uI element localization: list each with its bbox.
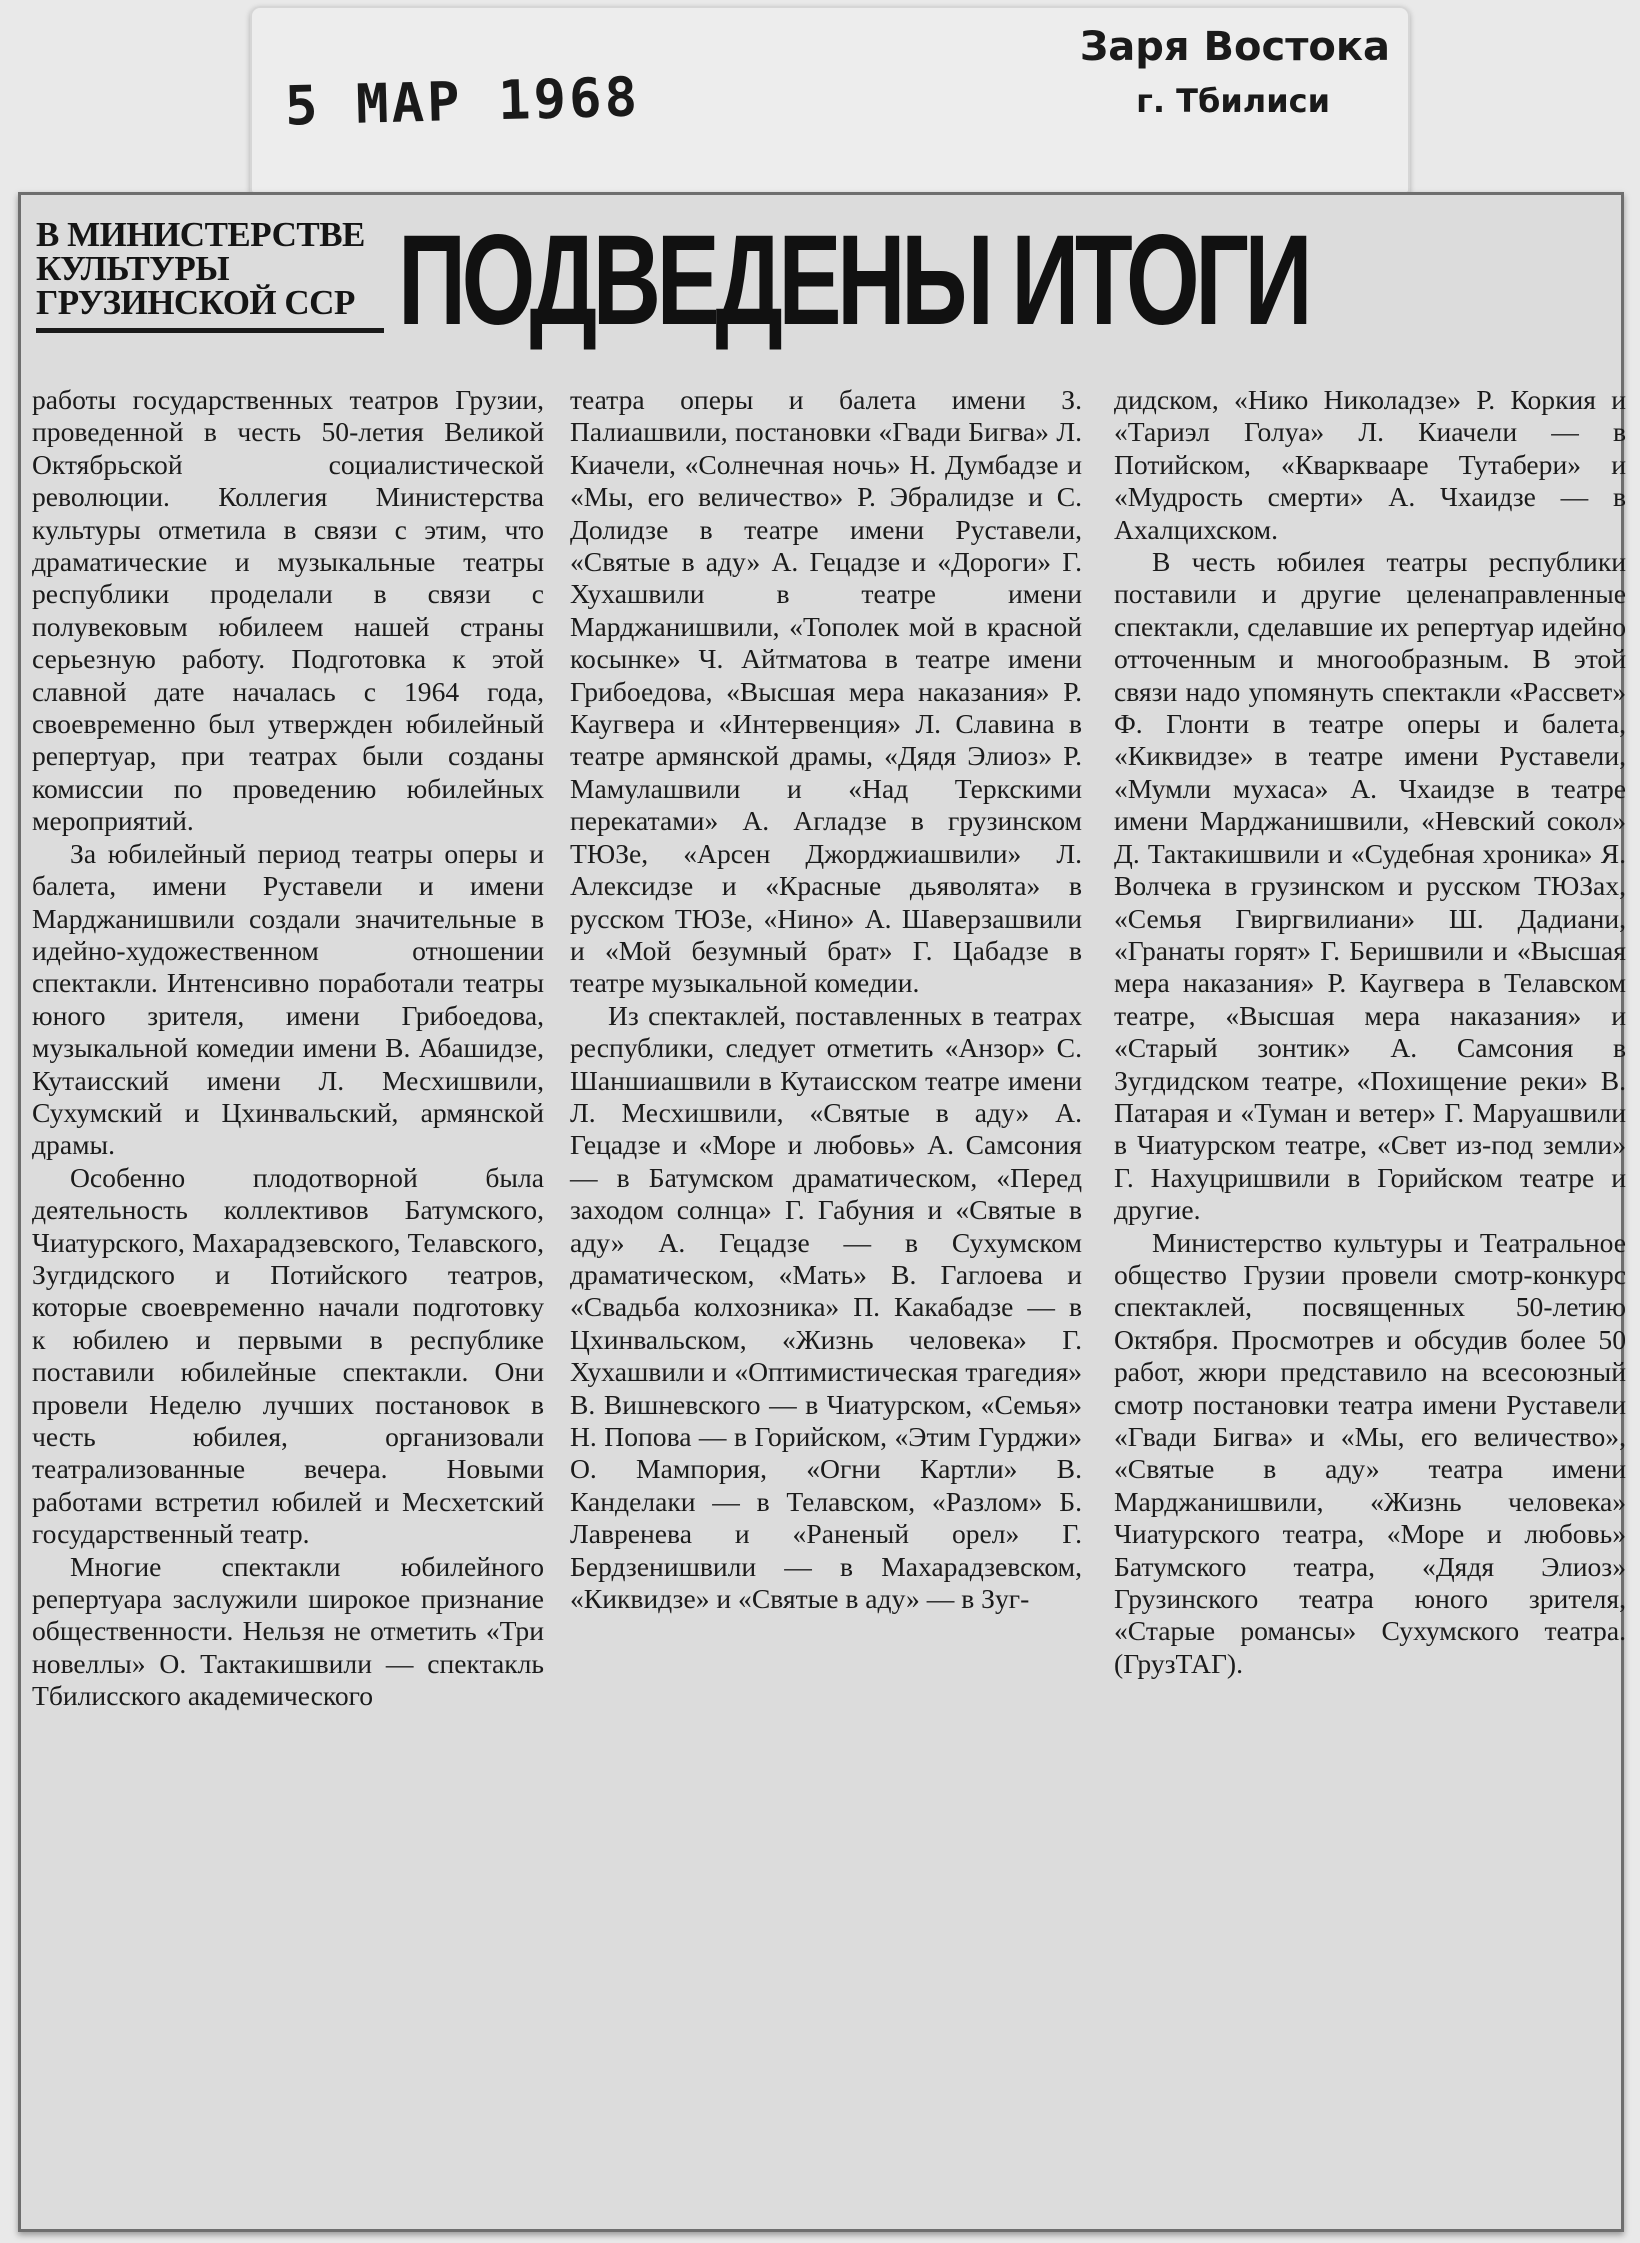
article-column-2: [570, 384, 1082, 1615]
section-rubric: [36, 215, 388, 322]
date-stamp: 5 МАР 1968: [284, 65, 641, 138]
article-column-3: [1114, 384, 1626, 1680]
paragraph: Из спектаклей, поставленных в театрах республики, следует отметить «Анзор» С. Шаншиашвили в Кутаисском театре имени Л. Месхишвили, «Святые в аду» А. Гецадзе и «Море и любовь» А. Самсония — в Батумском драматическом, «Перед заходом солнца» Г. Габуния и «Святые в аду» А. Гецадзе — в Сухумском драматическом, «Мать» В. Гаглоева и «Свадьба колхозника» П. Какабадзе — в Цхинвальском, «Жизнь человека» Г. Хухашвили и «Оптимистическая трагедия» В. Вишневского — в Чиатурском, «Семья» Н. Попова — в Горийском, «Этим Гурджи» О. Мампория, «Огни Картли» В. Канделаки — в Телавском, «Разлом» Б. Лавренева и «Раненый орел» Г. Бердзенишвили — в Махарадзевском, «Киквидзе» и «Святые в аду» — в Зуг-: [570, 999, 1082, 1615]
paragraph: В честь юбилея театры республики поставили и другие целенаправленные спектакли, сделавшие их репертуар идейно отточенным и многообразным. В этой связи надо упомянуть спектакли «Рассвет» Ф. Глонти в театре оперы и балета, «Киквидзе» в театре имени Руставели, «Мумли мухаса» А. Чхаидзе в театре имени Марджанишвили, «Невский сокол» Д. Тактакишвили и «Судебная хроника» Я. Волчека в грузинском и русском ТЮЗах, «Семья Гвиргвилиани» Ш. Дадиани, «Гранаты горят» Г. Беришвили и «Высшая мера наказания» Р. Каугвера в Телавском театре, «Высшая мера наказания» и «Старый зонтик» А. Самсония в Зугдидском театре, «Похищение реки» В. Патарая и «Туман и ветер» Г. Маруашвили в Чиатурском театре, «Свет из-под земли» Г. Нахуцришвили в Горийском театре и другие.: [1114, 546, 1626, 1226]
rubric-line: КУЛЬТУРЫ: [36, 249, 230, 288]
paragraph: дидском, «Нико Николадзе» Р. Коркия и «Тариэл Голуа» Л. Киачели — в Потийском, «Кварквааре Тутабери» и «Мудрость смерти» А. Чхаидзе — в Ахалцихском.: [1114, 384, 1626, 545]
paragraph: За юбилейный период театры оперы и балета, имени Руставели и имени Марджанишвили создали значительные в идейно-художественном отношении спектакли. Интенсивно поработали театры юного зрителя, имени Грибоедова, музыкальной комедии имени В. Абашидзе, Кутаисский имени Л. Месхишвили, Сухумский и Цхинвальский, армянской драмы.: [32, 837, 544, 1161]
rubric-line: ГРУЗИНСКОЙ ССР: [36, 283, 355, 322]
article-headline: ПОДВЕДЕНЫ ИТОГИ: [398, 209, 1309, 352]
paragraph: театра оперы и балета имени З. Палиашвили, постановки «Гвади Бигва» Л. Киачели, «Солнечная ночь» Н. Думбадзе и «Мы, его величество» Р. Эбралидзе и С. Долидзе в театре имени Руставели, «Святые в аду» А. Гецадзе и «Дороги» Г. Хухашвили в театре имени Марджанишвили, «Тополек мой в красной косынке» Ч. Айтматова в театре имени Грибоедова, «Высшая мера наказания» Р. Каугвера и «Интервенция» Л. Славина в театре армянской драмы, «Дядя Элиоз» Р. Мамулашвили и «Над Теркскими перекатами» А. Агладзе в грузинском ТЮЗе, «Арсен Джорджиашвили» Л. Алексидзе и «Красные дьяволята» в русском ТЮЗе, «Нино» А. Шаверзашвили и «Мой безумный брат» Г. Цабадзе в театре музыкальной комедии.: [570, 384, 1082, 999]
paragraph: Особенно плодотворной была деятельность коллективов Батумского, Чиатурского, Махарадзевского, Телавского, Зугдидского и Потийского театров, которые своевременно начали подготовку к юбилею и первыми в республике поставили юбилейные спектакли. Они провели Неделю лучших постановок в честь юбилея, организовали театрализованные вечера. Новыми работами встретил юбилей и Месхетский государственный театр.: [32, 1161, 544, 1550]
newspaper-name-stamp: Заря Востока: [1079, 24, 1390, 70]
paragraph: работы государственных театров Грузии, проведенной в честь 50-летия Великой Октябрьской социалистической революции. Коллегия Министерства культуры отметила в связи с этим, что драматические и музыкальные театры республики проделали в связи с полувековым юбилеем нашей страны серьезную работу. Подготовка к этой славной дате началась с 1964 года, своевременно был утвержден юбилейный репертуар, при театрах были созданы комиссии по проведению юбилейных мероприятий.: [32, 384, 544, 837]
paragraph: Министерство культуры и Театральное общество Грузии провели смотр-конкурс спектаклей, посвященных 50-летию Октября. Просмотрев и обсудив более 50 работ, жюри представило на всесоюзный смотр постановки театра имени Руставели «Гвади Бигва» и «Мы, его величество», «Святые в аду» театра имени Марджанишвили, «Жизнь человека» Чиатурского театра, «Море и любовь» Батумского театра, «Дядя Элиоз» Грузинского театра юного зрителя, «Старые романсы» Сухумского театра. (ГрузТАГ).: [1114, 1226, 1626, 1679]
rubric-underline: [36, 328, 384, 333]
paragraph: Многие спектакли юбилейного репертуара заслужили широкое признание общественности. Нельзя не отметить «Три новеллы» О. Тактакишвили — спектакль Тбилисского академического: [32, 1550, 544, 1712]
city-stamp: г. Тбилиси: [1136, 82, 1330, 120]
rubric-line: В МИНИСТЕРСТВЕ: [36, 215, 365, 254]
article-column-1: [32, 384, 544, 1713]
